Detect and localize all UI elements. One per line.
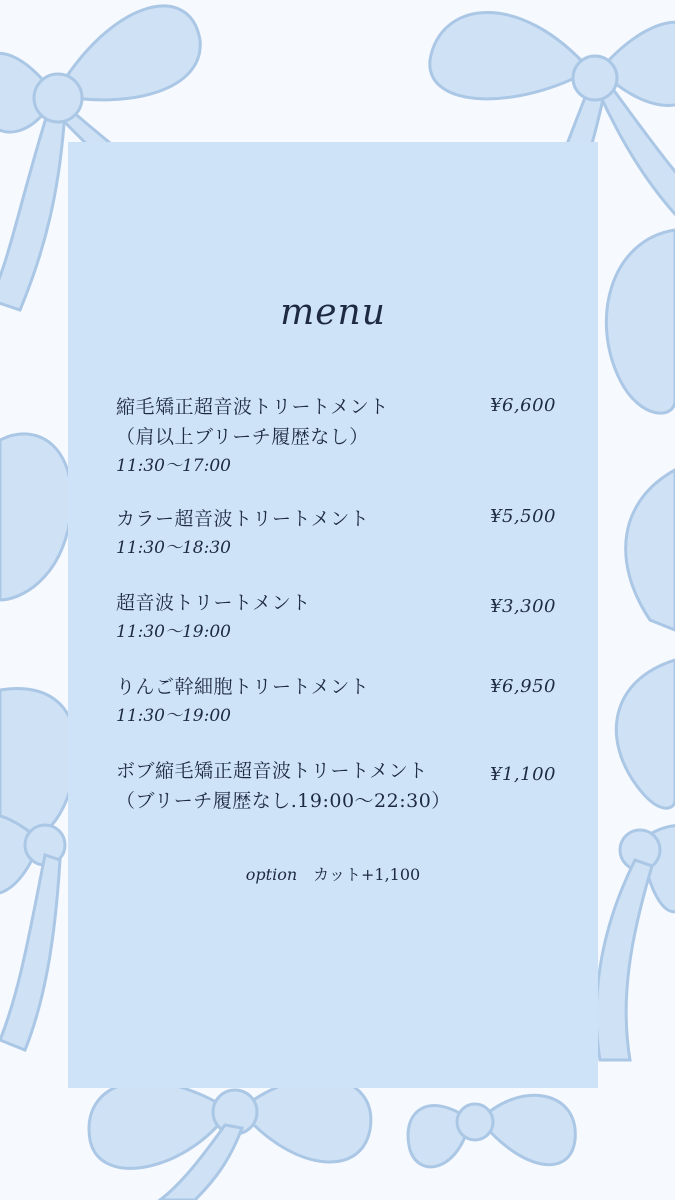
menu-item-price: ¥6,600 (490, 395, 556, 416)
menu-item-time: 11:30〜19:00 (116, 622, 231, 642)
menu-item-price: ¥1,100 (490, 764, 556, 785)
menu-item-time: 11:30〜17:00 (116, 456, 231, 476)
menu-item-name: 超音波トリートメント (116, 592, 311, 614)
menu-item-time: 11:30〜19:00 (116, 706, 231, 726)
menu-title: menu (280, 292, 386, 333)
menu-item-name: ボブ縮毛矯正超音波トリートメント (116, 760, 428, 782)
option-value: カット+1,100 (313, 865, 421, 884)
menu-item-price: ¥5,500 (490, 506, 556, 527)
menu-item-name: りんご幹細胞トリートメント (116, 676, 370, 698)
menu-item-note: （ブリーチ履歴なし.19:00〜22:30） (116, 790, 451, 812)
option-label: option (245, 865, 298, 884)
option-line (68, 862, 598, 885)
menu-item-time: 11:30〜18:30 (116, 538, 231, 558)
menu-item-price: ¥3,300 (490, 596, 556, 617)
menu-item-note: （肩以上ブリーチ履歴なし） (116, 426, 369, 448)
menu-card (68, 142, 598, 1088)
menu-item-price: ¥6,950 (490, 676, 556, 697)
menu-item-name: カラー超音波トリートメント (116, 508, 370, 530)
menu-item-name: 縮毛矯正超音波トリートメント (116, 396, 389, 418)
